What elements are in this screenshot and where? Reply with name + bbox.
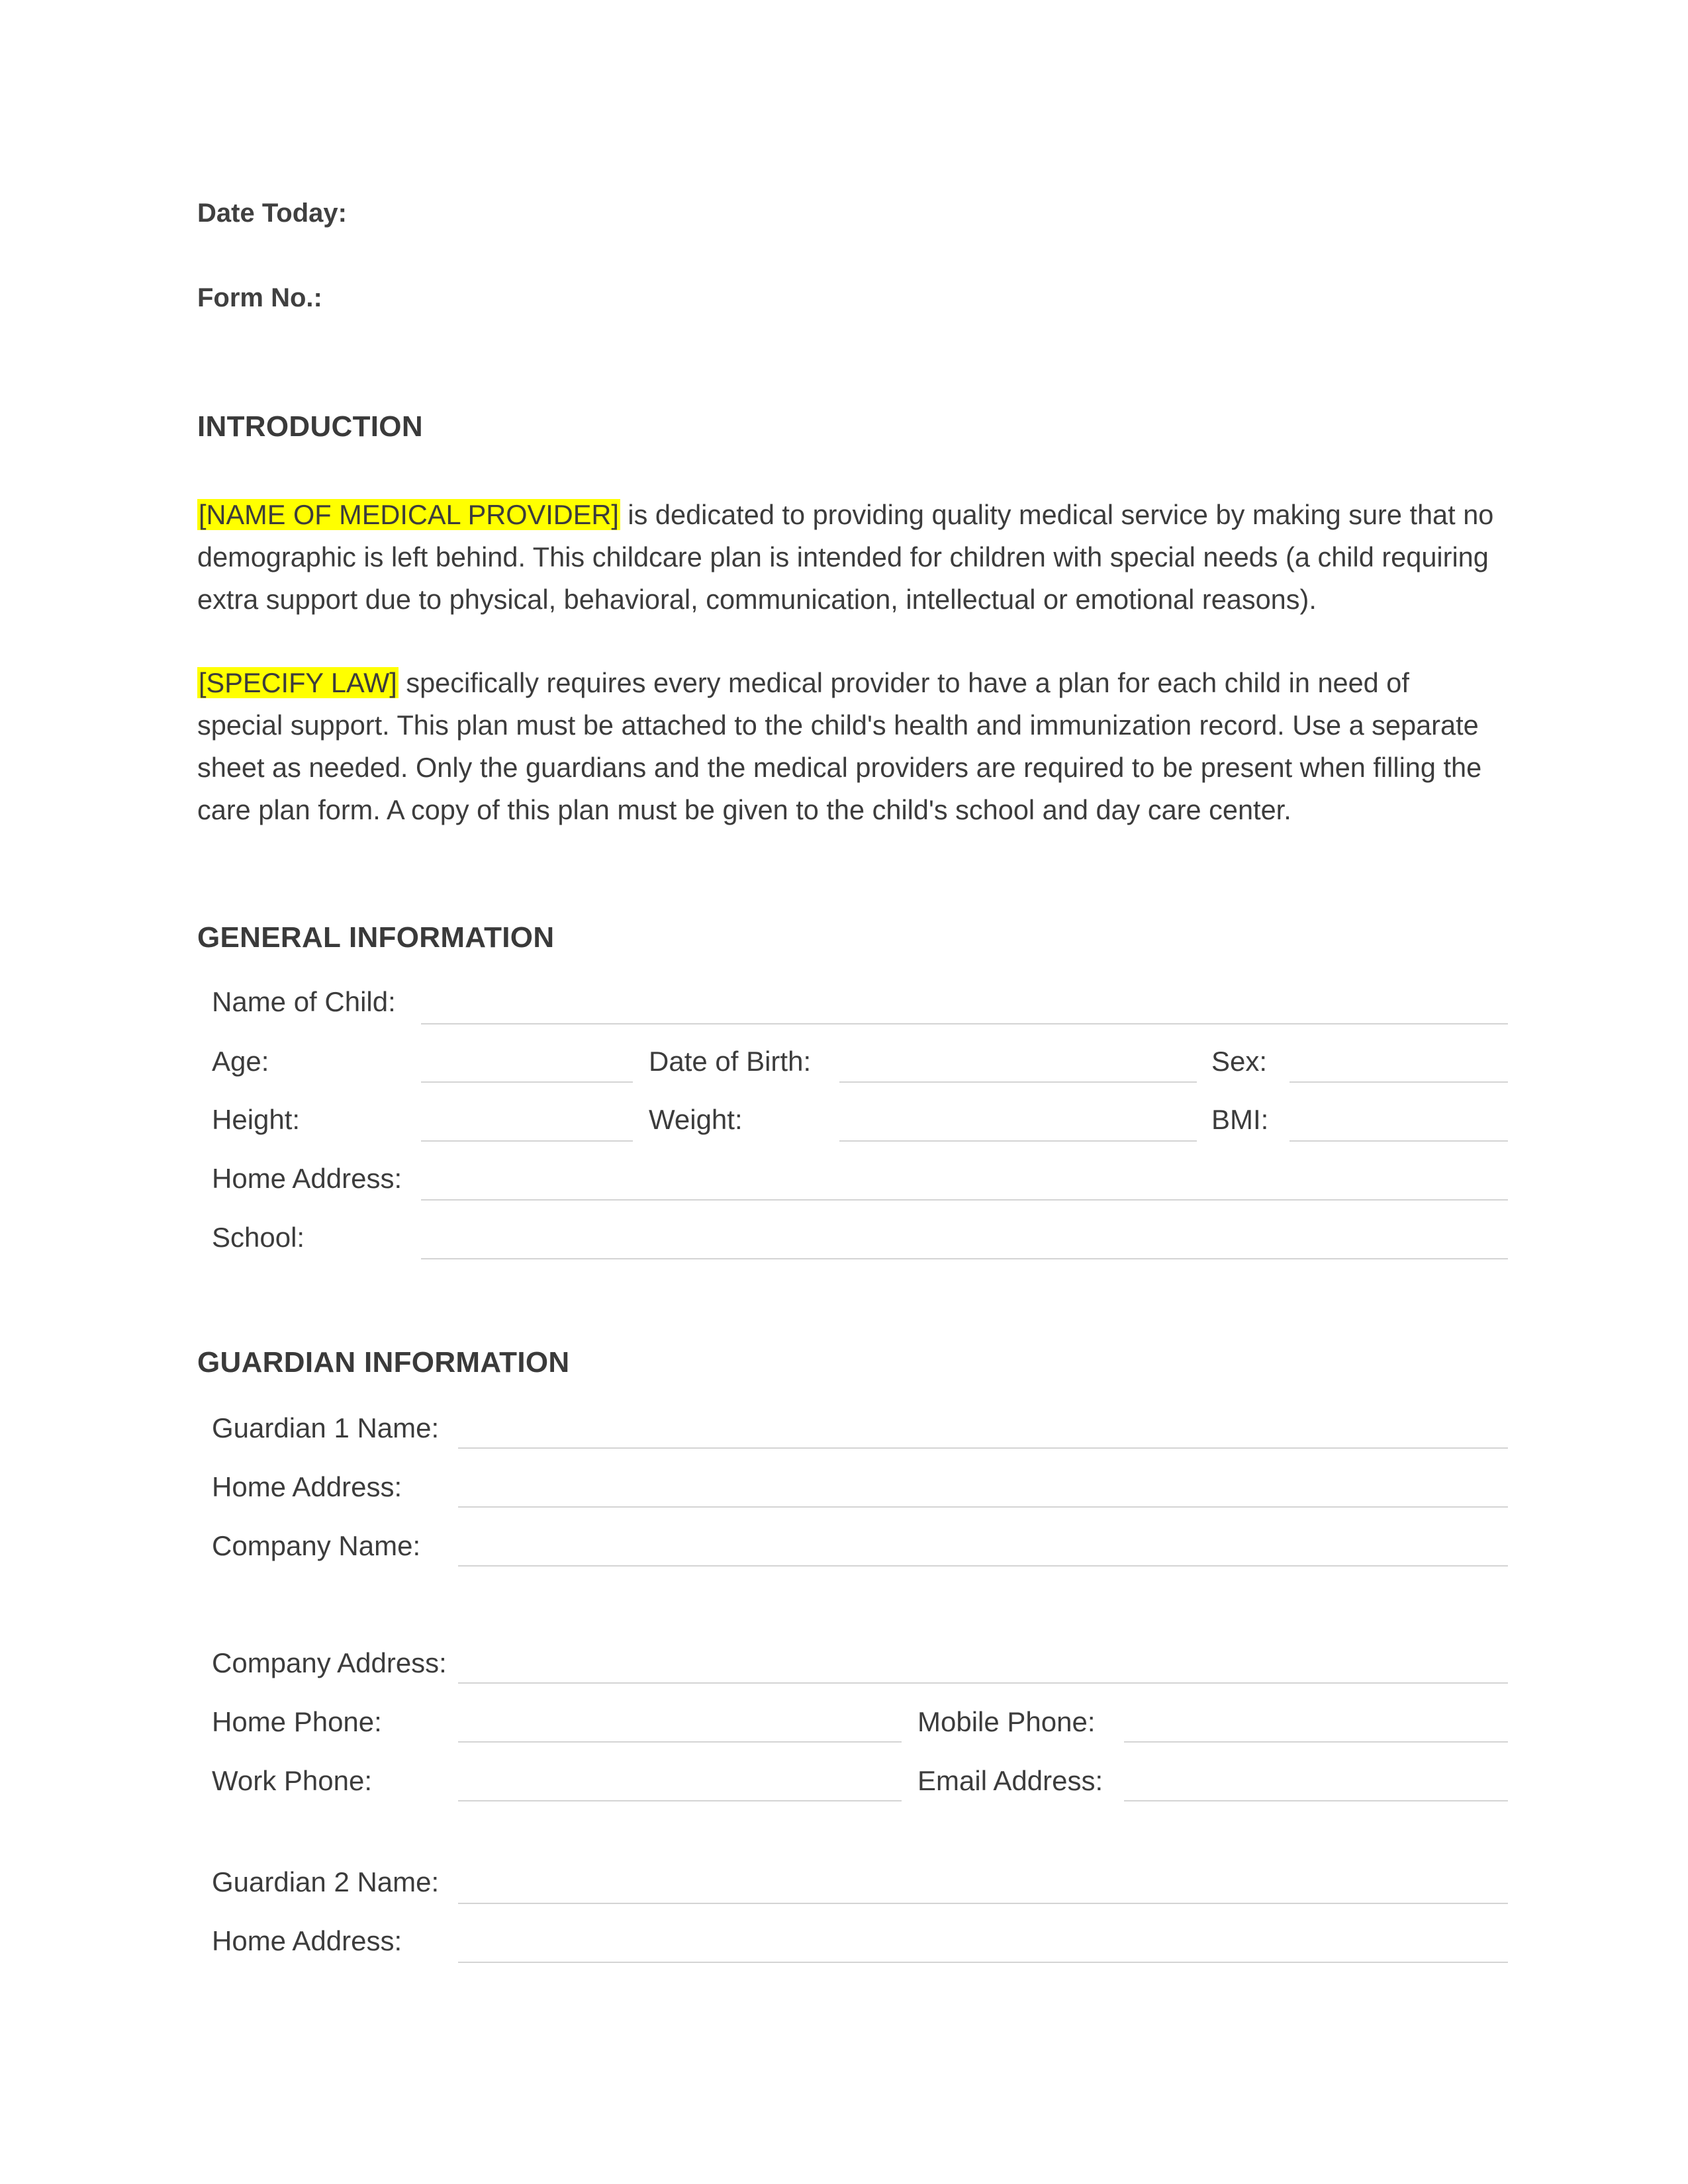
sex-field[interactable] xyxy=(1289,1081,1508,1083)
introduction-heading: INTRODUCTION xyxy=(197,410,423,443)
date-of-birth-label: Date of Birth: xyxy=(649,1046,812,1077)
bmi-label: BMI: xyxy=(1211,1104,1269,1135)
company-name-field[interactable] xyxy=(458,1565,1508,1567)
specify-law-placeholder[interactable]: [SPECIFY LAW] xyxy=(199,667,397,698)
guardian-1-name-field[interactable] xyxy=(458,1447,1508,1449)
mobile-phone-field[interactable] xyxy=(1124,1741,1508,1743)
work-phone-label: Work Phone: xyxy=(212,1765,373,1796)
mobile-phone-label: Mobile Phone: xyxy=(917,1706,1096,1737)
home-phone-field[interactable] xyxy=(458,1741,902,1743)
guardian-2-name-label: Guardian 2 Name: xyxy=(212,1866,440,1897)
home-phone-label: Home Phone: xyxy=(212,1706,382,1737)
intro-paragraph-1-text: is dedicated to providing quality medical service by making sure that no demographic is left behind. This childcare plan is intended for children with special needs (a child requiring extra support due to physical, behavioral, communication, intellectual or emotional reasons). xyxy=(197,499,1494,615)
guardian-2-home-address-field[interactable] xyxy=(458,1962,1508,1963)
medical-provider-placeholder[interactable]: [NAME OF MEDICAL PROVIDER] xyxy=(199,499,619,530)
name-of-child-field[interactable] xyxy=(421,1023,1508,1024)
child-home-address-field[interactable] xyxy=(421,1199,1508,1201)
date-of-birth-field[interactable] xyxy=(839,1081,1197,1083)
age-label: Age: xyxy=(212,1046,269,1077)
guardian-2-name-field[interactable] xyxy=(458,1903,1508,1904)
intro-paragraph-1 xyxy=(197,494,1495,621)
company-address-field[interactable] xyxy=(458,1682,1508,1684)
guardian-information-heading: GUARDIAN INFORMATION xyxy=(197,1346,570,1379)
sex-label: Sex: xyxy=(1211,1046,1268,1077)
company-name-label: Company Name: xyxy=(212,1530,421,1561)
guardian-2-home-address-label: Home Address: xyxy=(212,1925,402,1956)
intro-paragraph-2 xyxy=(197,662,1495,831)
age-field[interactable] xyxy=(421,1081,633,1083)
bmi-field[interactable] xyxy=(1289,1140,1508,1142)
intro-paragraph-2-text: specifically requires every medical provider to have a plan for each child in need of special support. This plan must be attached to the child's health and immunization record. Use a separate sheet as needed. Only the guardians and the medical providers are required to be present when filling the care plan form. A copy of this plan must be given to the child's school and day care center. xyxy=(197,667,1482,825)
school-field[interactable] xyxy=(421,1258,1508,1259)
weight-field[interactable] xyxy=(839,1140,1197,1142)
guardian-1-home-address-label: Home Address: xyxy=(212,1471,402,1502)
weight-label: Weight: xyxy=(649,1104,743,1135)
general-information-heading: GENERAL INFORMATION xyxy=(197,921,555,954)
date-today-label: Date Today: xyxy=(197,199,347,228)
guardian-1-name-label: Guardian 1 Name: xyxy=(212,1412,440,1443)
email-address-field[interactable] xyxy=(1124,1800,1508,1801)
form-number-label: Form No.: xyxy=(197,283,322,312)
child-home-address-label: Home Address: xyxy=(212,1163,402,1194)
work-phone-field[interactable] xyxy=(458,1800,902,1801)
guardian-1-home-address-field[interactable] xyxy=(458,1506,1508,1508)
company-address-label: Company Address: xyxy=(212,1647,447,1678)
school-label: School: xyxy=(212,1222,305,1253)
email-address-label: Email Address: xyxy=(917,1765,1103,1796)
height-label: Height: xyxy=(212,1104,301,1135)
name-of-child-label: Name of Child: xyxy=(212,986,396,1017)
height-field[interactable] xyxy=(421,1140,633,1142)
